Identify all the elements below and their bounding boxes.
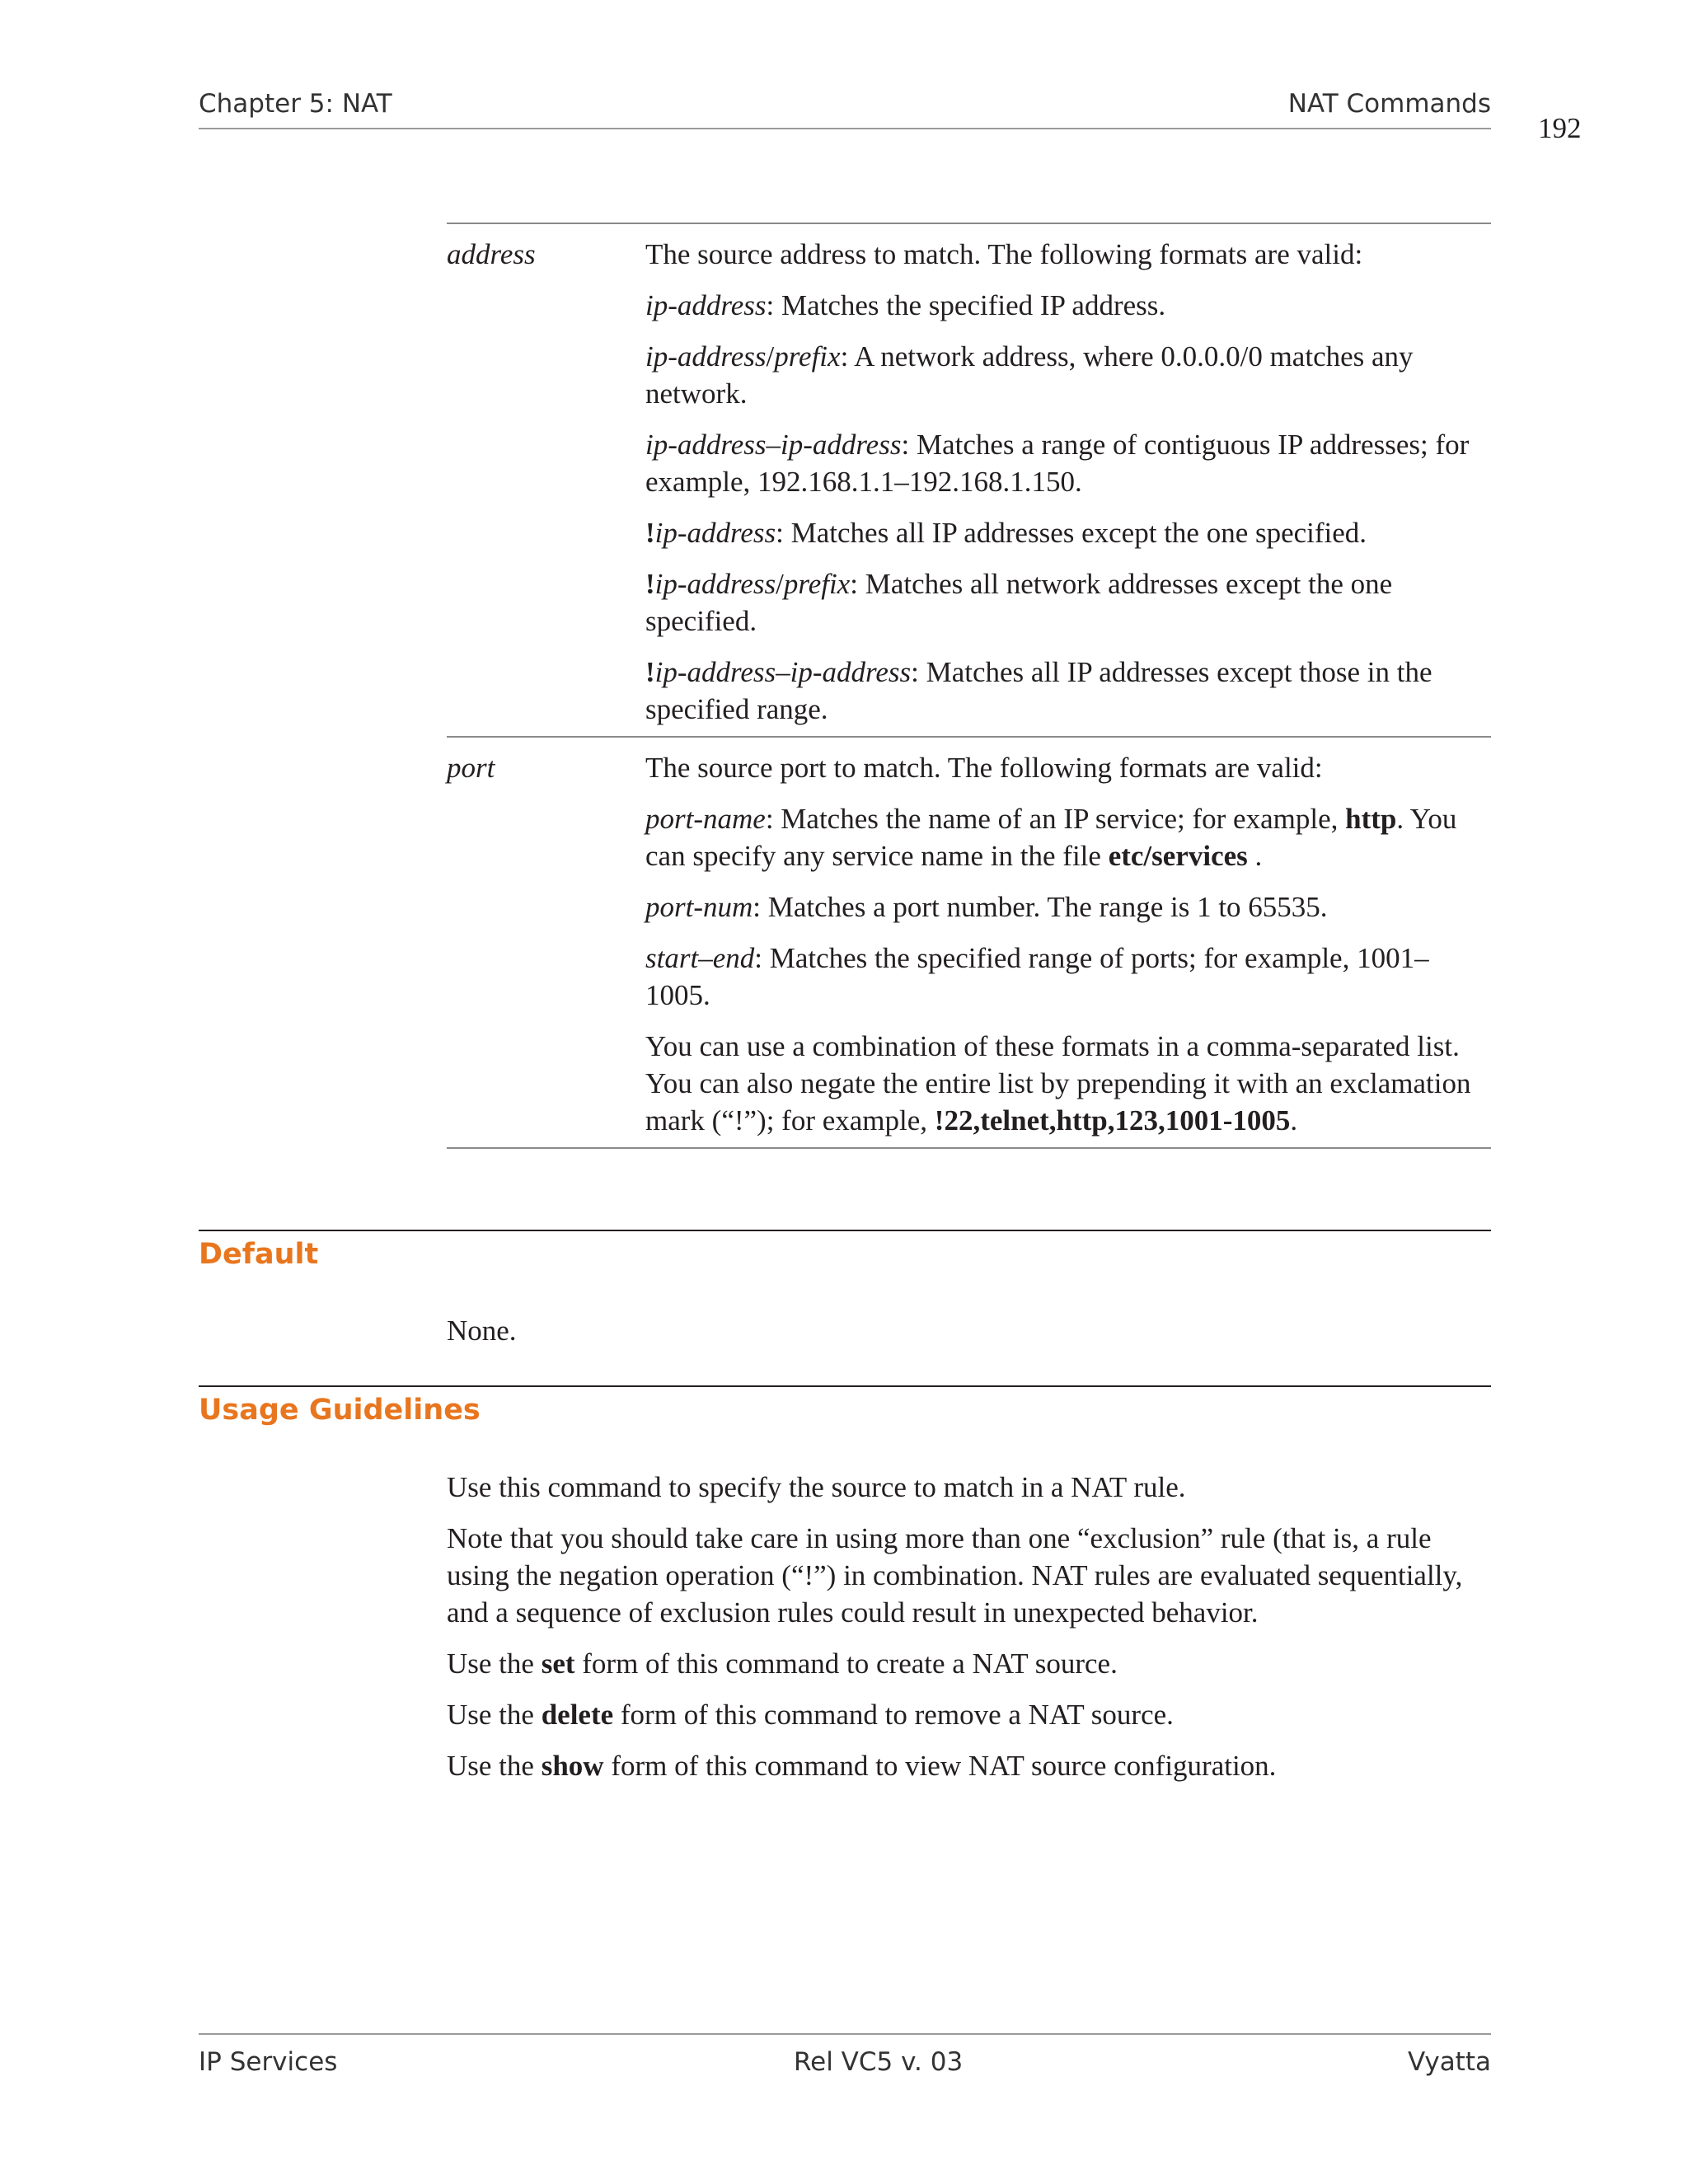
usage-rule — [199, 1385, 1491, 1387]
usage-paragraph-1: Use this command to specify the source to match in a NAT rule. — [447, 1471, 1186, 1503]
param-desc-address — [645, 224, 1491, 737]
address-format-6: !ip-address–ip-address: Matches all IP addresses except those in the specified range. — [645, 656, 1432, 725]
running-header — [199, 89, 1491, 119]
param-name-port: port — [447, 752, 495, 784]
address-format-5: !ip-address/prefix: Matches all network addresses except the one specified. — [645, 568, 1393, 637]
port-format-2: port-num: Matches a port number. The range is 1 to 65535. — [645, 891, 1328, 923]
address-intro: The source address to match. The following formats are valid: — [645, 238, 1363, 270]
usage-paragraph-set: Use the set form of this command to create a NAT source. — [447, 1647, 1118, 1680]
address-format-2: ip-address/prefix: A network address, where 0.0.0.0/0 matches any network. — [645, 340, 1414, 410]
param-row-address — [447, 224, 1491, 737]
param-name-address: address — [447, 238, 536, 270]
usage-body — [447, 1469, 1493, 1798]
header-section: NAT Commands — [1287, 89, 1491, 119]
port-intro: The source port to match. The following formats are valid: — [645, 752, 1323, 784]
header-chapter: Chapter 5: NAT — [199, 89, 392, 119]
default-rule — [199, 1230, 1491, 1231]
address-format-1: ip-address: Matches the specified IP address. — [645, 289, 1166, 321]
port-format-3: start–end: Matches the specified range of ports; for example, 1001–1005. — [645, 942, 1429, 1011]
footer-rule — [199, 2033, 1491, 2035]
footer-right: Vyatta — [1407, 2047, 1491, 2077]
header-rule — [199, 128, 1491, 129]
default-text: None. — [447, 1315, 517, 1347]
footer-center: Rel VC5 v. 03 — [794, 2047, 964, 2077]
param-desc-port — [645, 738, 1491, 1148]
usage-heading: Usage Guidelines — [199, 1394, 481, 1427]
page-number: 192 — [1538, 112, 1582, 144]
address-format-3: ip-address–ip-address: Matches a range of contiguous IP addresses; for example, 192.168.1.1–192.168.1.150. — [645, 429, 1470, 498]
default-body — [447, 1312, 1493, 1363]
usage-paragraph-2: Note that you should take care in using more than one “exclusion” rule (that is, a rule using the negation operation (“!”) in combination. NAT rules are evaluated sequentially, and a sequence of exclusion rules could result in unexpected behavior. — [447, 1522, 1463, 1629]
port-format-1: port-name: Matches the name of an IP service; for example, http. You can specify any service name in the file etc/services . — [645, 803, 1457, 872]
usage-paragraph-show: Use the show form of this command to view NAT source configuration. — [447, 1750, 1277, 1782]
default-heading: Default — [199, 1238, 319, 1271]
footer-left: IP Services — [199, 2047, 338, 2077]
param-row-port — [447, 738, 1491, 1148]
parameter-table — [447, 223, 1491, 1149]
port-combination-note: You can use a combination of these formats in a comma-separated list. You can also negate the entire list by prepending it with an exclamation mark (“!”); for example, !22,telnet,http,123,1001-1005. — [645, 1030, 1471, 1137]
address-format-4: !ip-address: Matches all IP addresses except the one specified. — [645, 517, 1367, 549]
usage-paragraph-delete: Use the delete form of this command to remove a NAT source. — [447, 1699, 1174, 1731]
